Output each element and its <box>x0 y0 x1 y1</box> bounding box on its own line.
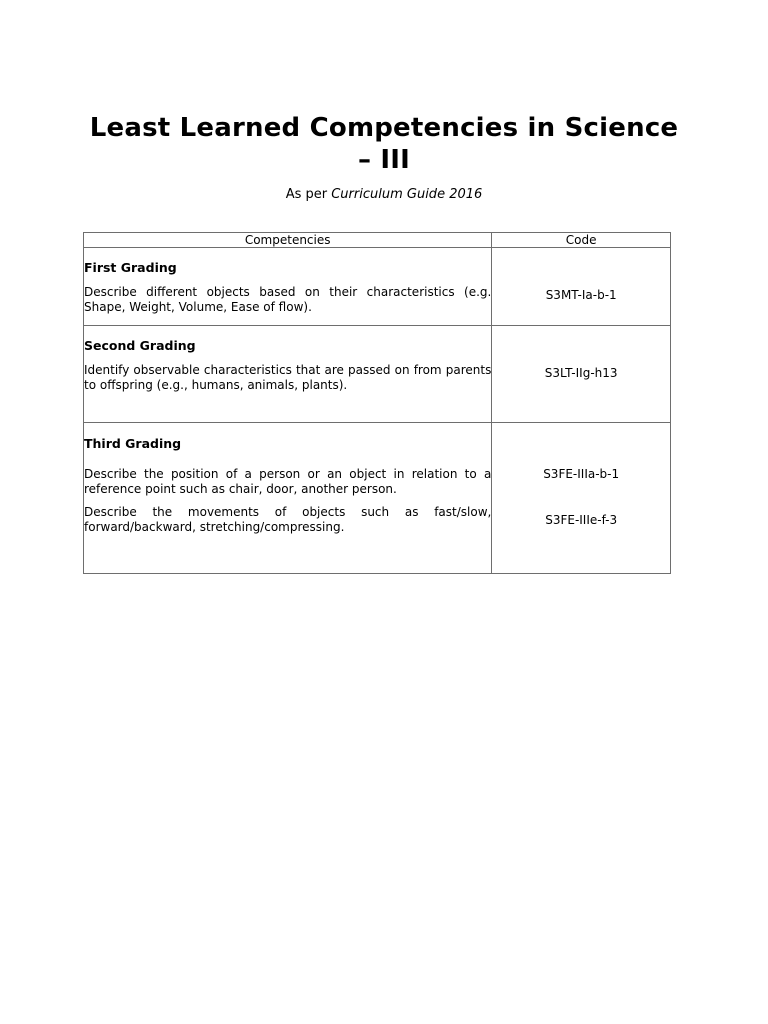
competency-cell <box>84 248 492 326</box>
table-row <box>84 248 671 326</box>
code-header: Code <box>492 233 671 248</box>
competencies-table <box>83 232 671 574</box>
code-cell <box>492 248 671 326</box>
competency-code: S3FE-IIIa-b-1 <box>543 467 620 481</box>
competency-description: Identify observable characteristics that are passed on from parents to offspring (e.g., humans, animals, plants). <box>84 363 492 392</box>
competency-code: S3FE-IIIe-f-3 <box>545 512 618 527</box>
competency-description: Describe the position of a person or an object in relation to a reference point such as chair, door, another person. <box>84 467 492 496</box>
grading-label: Third Grading <box>84 436 182 451</box>
table-row <box>84 326 671 423</box>
grading-label: Second Grading <box>84 338 196 353</box>
competency-cell <box>84 326 492 423</box>
competencies-header: Competencies <box>84 233 492 248</box>
curriculum-guide-label: Curriculum Guide 2016 <box>331 187 483 202</box>
grading-label: First Grading <box>84 260 177 275</box>
code-cell <box>492 423 671 574</box>
table-row <box>84 423 671 574</box>
table-header-row <box>84 233 671 248</box>
document-subtitle <box>84 186 684 204</box>
document-title: Least Learned Competencies in Science – III <box>89 113 679 175</box>
competency-description: Describe different objects based on their characteristics (e.g. Shape, Weight, Volume, Ease of flow). <box>84 285 492 314</box>
code-cell <box>492 326 671 423</box>
competency-code: S3MT-Ia-b-1 <box>545 288 617 302</box>
competency-description: Describe the movements of objects such as fast/slow, forward/backward, stretching/compressing. <box>84 505 492 534</box>
competency-cell <box>84 423 492 574</box>
subtitle-prefix: As per <box>285 187 332 202</box>
competency-code: S3LT-IIg-h13 <box>544 366 618 380</box>
